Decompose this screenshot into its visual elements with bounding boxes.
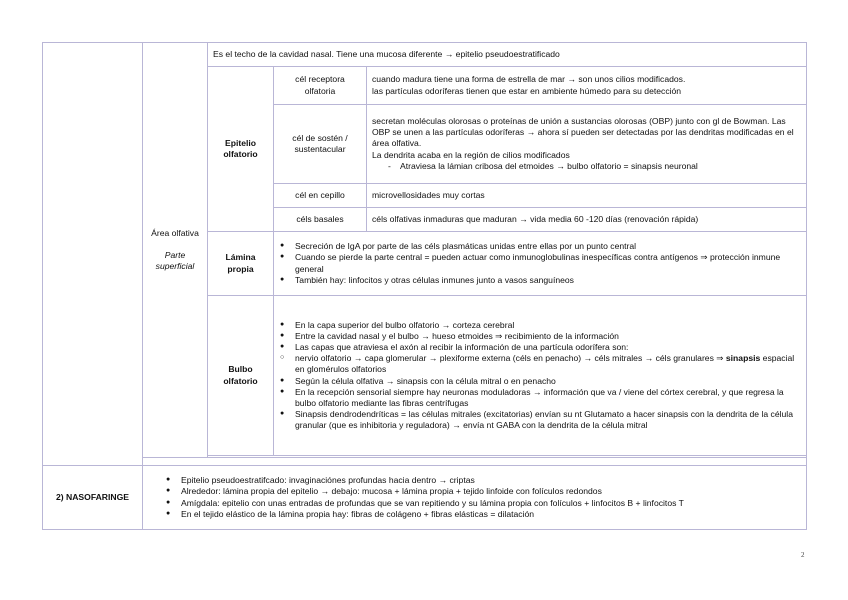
list-item: ● Sinapsis dendrodendríticas = las células mitrales (excitatorias) envían su nt Glutamato a hacer sinapsis con la dendrita de la célula granular (que es inhibitoria y reguladora) → envía nt GABA con la dendrita de la célula mitral xyxy=(279,409,801,431)
list-item-open xyxy=(279,353,801,375)
epitelio-cell-name: cél receptora olfatoria xyxy=(274,67,367,105)
list-item: ● Secreción de IgA por parte de las céls plasmáticas unidas entre ellas por un punto central xyxy=(279,241,801,252)
bulbo-label: Bulbo olfatorio xyxy=(208,296,274,456)
list-item: ● Cuando se pierde la parte central = pueden actuar como inmunoglobulinas inespecíficas contra antígenos ⇒ protección inmune general xyxy=(279,252,801,274)
list-item: ● Amígdala: epitelio con unas entradas de profundas que se van repitiendo y su lámina propia con folículos + linfocitos B + linfocitos T xyxy=(165,498,801,509)
lamina-content xyxy=(274,232,807,296)
epitelio-cell-name: céls basales xyxy=(274,208,367,232)
epitelio-label: Epitelio olfatorio xyxy=(208,67,274,232)
page-number: 2 xyxy=(801,551,805,559)
list-item: ● En la capa superior del bulbo olfatorio → corteza cerebral xyxy=(279,320,801,331)
pathway-bold: sinapsis xyxy=(725,353,761,364)
list-item: ● Epitelio pseudoestratifcado: invaginaciónes profundas hacia dentro → criptas xyxy=(165,475,801,486)
epitelio-cell-desc: microvellosidades muy cortas xyxy=(367,184,807,208)
epitelio-cell-name: cél en cepillo xyxy=(274,184,367,208)
list-item: ● Alrededor: lámina propia del epitelio → debajo: mucosa + lámina propia + tejido linfoide con folículos redondos xyxy=(165,486,801,497)
nasofaringe-list xyxy=(165,475,801,520)
nasofaringe-label: 2) NASOFARINGE xyxy=(43,466,143,530)
desc-line: secretan moléculas olorosas o proteínas de unión a sustancias olorosas (OBP) junto con gl de Bowman. Las OBP se unen a las partículas odoríferas → ahora sí pueden ser detectadas por las dendritas modificadas en el área olfativa. xyxy=(372,116,794,149)
list-item: ● También hay: linfocitos y otras células inmunes junto a vasos sanguíneos xyxy=(279,275,801,286)
epitelio-cell-desc: céls olfativas inmaduras que maduran → vida media 60 -120 días (renovación rápida) xyxy=(367,208,807,232)
blank-left-cell xyxy=(43,43,143,466)
area-sublabel: Parte superficial xyxy=(155,249,195,272)
desc-line: las partículas odoríferas tienen que estar en ambiente húmedo para su detección xyxy=(372,85,682,96)
list-item: ● En la recepción sensorial siempre hay neuronas moduladoras → información que va / viene del córtex cerebral, y que regresa la bulbo olfatorio mediante las fibras centrífugas xyxy=(279,387,801,409)
gap-cell xyxy=(143,458,807,466)
desc-subitem: - Atraviesa la lámian cribosa del etmoides → bulbo olfatorio = sinapsis neuronal xyxy=(372,161,801,172)
bulbo-content xyxy=(274,296,807,456)
epitelio-cell-desc xyxy=(367,105,807,184)
list-item: ● Entre la cavidad nasal y el bulbo → hueso etmoides ⇒ recibimiento de la información xyxy=(279,331,801,342)
area-label: Área olfativa xyxy=(151,227,199,238)
list-item: ● Las capas que atraviesa el axón al recibir la información de una partícula odorífera son: xyxy=(279,342,801,353)
area-olfativa-cell xyxy=(143,43,208,458)
lamina-list xyxy=(279,241,801,286)
pathway-text-end: espacial en glomérulos olfatorios xyxy=(295,353,795,375)
desc-line: La dendrita acaba en la región de cilios modificados xyxy=(372,149,570,160)
desc-line: cuando madura tiene una forma de estrella de mar → son unos cilios modificados. xyxy=(372,74,686,85)
list-item: ● En el tejido elástico de la lámina propia hay: fibras de colágeno + fibras elásticas = dilatación xyxy=(165,509,801,520)
bulbo-list xyxy=(279,320,801,432)
lamina-label: Lámina propia xyxy=(208,232,274,296)
epitelio-cell-name: cél de sostén / sustentacular xyxy=(274,105,367,184)
list-item: ● Según la célula olfativa → sinapsis con la célula mitral o en penacho xyxy=(279,376,801,387)
pathway-text: nervio olfatorio → capa glomerular → plexiforme externa (céls en penacho) → céls mitrales → céls granulares ⇒ xyxy=(295,353,726,364)
epitelio-cell-desc xyxy=(367,67,807,105)
intro-text: Es el techo de la cavidad nasal. Tiene una mucosa diferente → epitelio pseudoestratificado xyxy=(208,43,807,67)
content-table xyxy=(42,42,807,530)
nasofaringe-content xyxy=(143,466,807,530)
